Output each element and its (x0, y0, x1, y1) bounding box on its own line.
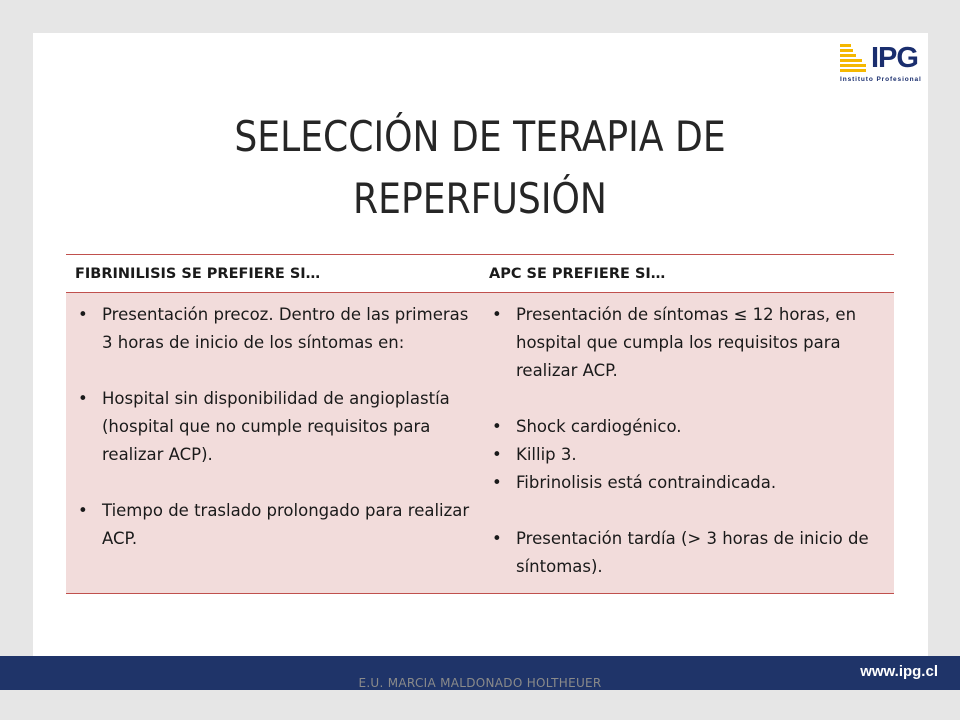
list-item: • Presentación precoz. Dentro de las primeras 3 horas de inicio de los síntomas en: (78, 301, 470, 357)
title-line-1: SELECCIÓN DE TERAPIA DE (234, 112, 726, 161)
list-item: • Killip 3. (492, 441, 884, 469)
fibrinolisis-criteria-cell (66, 293, 480, 594)
list-item: • Tiempo de traslado prolongado para realizar ACP. (78, 497, 470, 553)
comparison-table (66, 254, 894, 594)
list-item: • Presentación tardía (> 3 horas de inicio de síntomas). (492, 525, 884, 581)
header-fibrinolisis: FIBRINILISIS SE PREFIERE SI… (66, 255, 480, 293)
logo-subtitle: Instituto Profesional (840, 76, 922, 83)
table-row (66, 293, 894, 594)
list-item: • Hospital sin disponibilidad de angioplastía (hospital que no cumple requisitos para realizar ACP). (78, 385, 470, 469)
list-item: • Fibrinolisis está contraindicada. (492, 469, 884, 497)
table-header-row (66, 255, 894, 293)
sunburst-logo-icon (838, 42, 868, 74)
slide-title (127, 106, 832, 230)
apc-criteria-list (492, 301, 884, 581)
title-line-2: REPERFUSIÓN (353, 174, 607, 223)
list-item: • Shock cardiogénico. (492, 413, 884, 441)
footer-url: www.ipg.cl (860, 663, 938, 680)
fibrinolisis-criteria-list (78, 301, 470, 553)
apc-criteria-cell (480, 293, 894, 594)
list-item: • Presentación de síntomas ≤ 12 horas, en hospital que cumpla los requisitos para realizar ACP. (492, 301, 884, 385)
logo-wordmark: IPG (871, 42, 918, 74)
ipg-logo (838, 42, 922, 90)
header-apc: APC SE PREFIERE SI… (480, 255, 894, 293)
footer-author: E.U. MARCIA MALDONADO HOLTHEUER (358, 676, 602, 690)
